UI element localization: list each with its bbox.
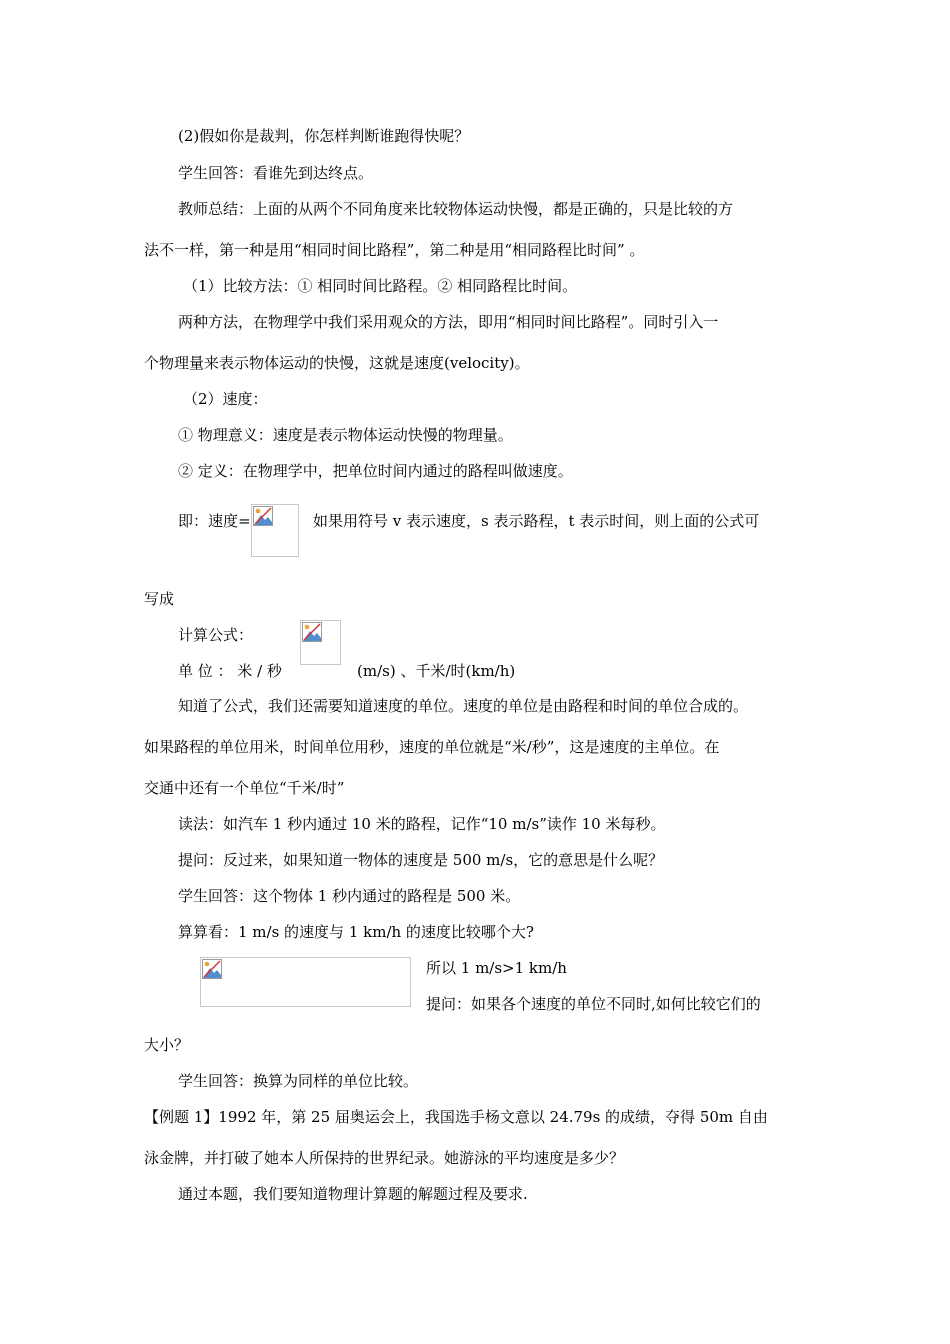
broken-image-icon [302, 622, 322, 642]
question-units-cont: 大小？ [144, 1036, 190, 1054]
reading-method: 读法：如汽车 1 秒内通过 10 米的路程，记作“10 m/s”读作 10 米每秒。 [178, 815, 666, 833]
two-methods-text: 两种方法，在物理学中我们采用观众的方法，即用“相同时间比路程”。同时引入一 [178, 313, 719, 331]
units-traffic: 交通中还有一个单位“千米/时” [144, 779, 345, 797]
formula-image-1 [251, 504, 299, 557]
speed-formula-label: 即：速度= [178, 512, 251, 530]
student-answer-1: 学生回答：看谁先到达终点。 [178, 164, 374, 182]
formula-image-2 [300, 620, 341, 665]
calc-formula-label: 计算公式： [178, 626, 254, 644]
symbol-explanation: 如果用符号 v 表示速度，s 表示路程，t 表示时间，则上面的公式可 [313, 512, 760, 530]
unit-label: 单 位 ： 米 / 秒 [178, 662, 282, 680]
example-1: 【例题 1】1992 年，第 25 届奥运会上，我国选手杨文意以 24.79s 的成绩，夺得 50m 自由 [144, 1108, 768, 1126]
broken-image-icon [202, 959, 222, 979]
example-1-cont: 泳金牌，并打破了她本人所保持的世界纪录。她游泳的平均速度是多少？ [144, 1149, 625, 1167]
speed-definition: ② 定义：在物理学中，把单位时间内通过的路程叫做速度。 [178, 462, 573, 480]
two-methods-cont: 个物理量来表示物体运动的快慢，这就是速度(velocity)。 [144, 354, 530, 372]
physical-meaning: ① 物理意义：速度是表示物体运动快慢的物理量。 [178, 426, 513, 444]
comparison-methods: （1）比较方法：① 相同时间比路程。② 相同路程比时间。 [183, 277, 578, 295]
student-answer-2: 学生回答：这个物体 1 秒内通过的路程是 500 米。 [178, 887, 521, 905]
units-main: 如果路程的单位用米，时间单位用秒，速度的单位就是“米/秒”，这是速度的主单位。在 [144, 738, 720, 756]
question-units: 提问：如果各个速度的单位不同时,如何比较它们的 [426, 995, 761, 1013]
question-referee: (2)假如你是裁判，你怎样判断谁跑得快呢？ [178, 127, 470, 145]
unit-values: (m/s) 、千米/时(km/h) [357, 662, 516, 680]
teacher-summary-cont: 法不一样，第一种是用“相同时间比路程”，第二种是用“相同路程比时间” 。 [144, 241, 645, 259]
conclusion: 所以 1 m/s>1 km/h [426, 959, 567, 977]
written-as: 写成 [144, 590, 175, 608]
question-500: 提问：反过来，如果知道一物体的速度是 500 m/s，它的意思是什么呢？ [178, 851, 664, 869]
speed-heading: （2）速度： [183, 390, 268, 408]
broken-image-icon [253, 506, 273, 526]
compare-question: 算算看：1 m/s 的速度与 1 km/h 的速度比较哪个大? [178, 923, 534, 941]
closing-note: 通过本题，我们要知道物理计算题的解题过程及要求. [178, 1185, 528, 1203]
units-intro: 知道了公式，我们还需要知道速度的单位。速度的单位是由路程和时间的单位合成的。 [178, 697, 749, 715]
student-answer-3: 学生回答：换算为同样的单位比较。 [178, 1072, 419, 1090]
teacher-summary: 教师总结：上面的从两个不同角度来比较物体运动快慢，都是正确的，只是比较的方 [178, 200, 734, 218]
conversion-image [200, 957, 411, 1007]
